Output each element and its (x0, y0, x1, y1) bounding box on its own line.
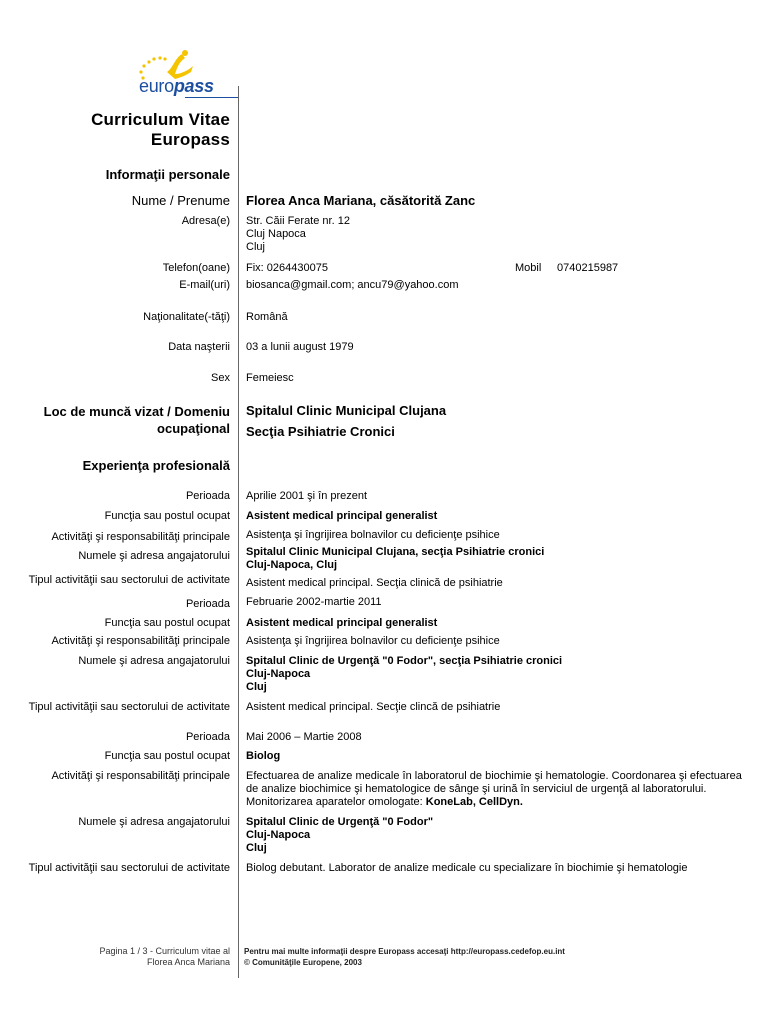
footer-divider (238, 944, 239, 976)
employer-label: Numele şi adresa angajatorului (78, 816, 230, 828)
target-job-value-line2: Secţia Psihiatrie Cronici (246, 424, 395, 439)
europass-wordmark (139, 76, 214, 97)
activities-value: Asistenţa şi îngrijirea bolnavilor cu deficienţe psihice (246, 529, 500, 541)
activities-label: Activităţi şi responsabilităţi principale (51, 635, 230, 647)
sector-value: Asistent medical principal. Secţia clinică de psihiatrie (246, 577, 503, 589)
nationality-label: Naţionalitate(-tăţi) (143, 311, 230, 323)
position-value: Asistent medical principal generalist (246, 617, 438, 629)
employer-value (246, 655, 562, 694)
name-label: Nume / Prenume (131, 193, 230, 208)
footer-copyright: © Comunităţile Europene, 2003 (244, 958, 362, 967)
footer-info-line1: Pentru mai multe informaţii despre Europass accesaţi http://europass.cedefop.eu.int (244, 947, 565, 956)
experience-section-heading: Experienţa profesională (82, 458, 230, 473)
employer-line: Spitalul Clinic Municipal Clujana, secţia Psihiatrie cronici (246, 546, 545, 558)
position-label: Funcţia sau postul ocupat (104, 510, 230, 522)
target-job-label-line2: ocupaţional (157, 421, 230, 436)
europass-logo (127, 48, 237, 104)
name-value: Florea Anca Mariana, căsătorită Zanc (246, 193, 476, 208)
position-value: Biolog (246, 750, 281, 762)
sector-label: Tipul activităţii sau sectorului de activitate (28, 862, 230, 874)
cv-title (91, 110, 230, 150)
employer-line: Cluj (246, 681, 267, 693)
activities-line-text: Monitorizarea aparatelor omologate: (246, 796, 426, 808)
activities-label: Activităţi şi responsabilităţi principale (51, 531, 230, 543)
footer-europass-info (244, 946, 565, 968)
activities-value: Asistenţa şi îngrijirea bolnavilor cu deficienţe psihice (246, 635, 500, 647)
logo-suffix: pass (173, 76, 214, 96)
employer-line: Cluj-Napoca (246, 829, 311, 841)
activities-line (246, 796, 742, 809)
address-value (246, 215, 350, 254)
target-job-label-line1: Loc de muncă vizat / Domeniu (43, 404, 230, 419)
employer-label: Numele şi adresa angajatorului (78, 655, 230, 667)
target-job-value-line1: Spitalul Clinic Municipal Clujana (246, 403, 447, 418)
position-value: Asistent medical principal generalist (246, 510, 438, 522)
activities-value (246, 770, 742, 809)
sector-label: Tipul activităţii sau sectorului de activitate (28, 701, 230, 713)
position-label: Funcţia sau postul ocupat (104, 617, 230, 629)
column-divider (238, 86, 239, 978)
sector-label: Tipul activităţii sau sectorului de activitate (28, 574, 230, 586)
birth-date-value: 03 a lunii august 1979 (246, 341, 354, 353)
logo-underline (185, 97, 238, 98)
email-value: biosanca@gmail.com; ancu79@yahoo.com (246, 279, 459, 291)
period-value: Februarie 2002-martie 2011 (246, 596, 382, 608)
employer-line: Cluj (246, 842, 267, 854)
personal-section-heading: Informaţii personale (105, 167, 230, 182)
phone-value: Fix: 0264430075 (246, 262, 328, 274)
nationality-value: Română (246, 311, 288, 323)
position-label: Funcţia sau postul ocupat (104, 750, 230, 762)
footer-page-info (99, 946, 230, 968)
cv-title-line1: Curriculum Vitae (91, 110, 230, 129)
period-label: Perioada (185, 490, 230, 502)
sector-value: Asistent medical principal. Secţie clincă de psihiatrie (246, 701, 501, 713)
address-label: Adresa(e) (181, 215, 230, 227)
cv-title-line2: Europass (150, 130, 230, 149)
period-value: Mai 2006 – Martie 2008 (246, 731, 362, 743)
email-label: E-mail(uri) (179, 279, 230, 291)
target-job-label (44, 403, 230, 437)
mobile-value: 0740215987 (557, 262, 619, 274)
employer-line: Spitalul Clinic de Urgenţă "0 Fodor", secţia Psihiatrie cronici (246, 655, 563, 667)
employer-label: Numele şi adresa angajatorului (78, 550, 230, 562)
activities-line: Efectuarea de analize medicale în laboratorul de biochimie şi hematologie. Coordonarea şi efectuarea (246, 770, 742, 782)
period-label: Perioada (185, 598, 230, 610)
sex-value: Femeiesc (246, 372, 294, 384)
activities-bold-tail: KoneLab, CellDyn. (425, 796, 523, 808)
footer-page-line1: Pagina 1 / 3 - Curriculum vitae al (99, 946, 230, 956)
activities-label: Activităţi şi responsabilităţi principale (51, 770, 230, 782)
mobile-label: Mobil (515, 262, 542, 274)
logo-prefix: euro (139, 76, 174, 96)
employer-line: Cluj-Napoca, Cluj (246, 559, 338, 571)
period-value: Aprilie 2001 şi în prezent (246, 490, 368, 502)
activities-line: de analize biochimice şi hematologice de sânge şi urină în serviciul de urgenţă al laboratorului. (246, 783, 707, 795)
address-line: Str. Căii Ferate nr. 12 (246, 215, 350, 227)
employer-value (246, 816, 433, 855)
sector-value: Biolog debutant. Laborator de analize medicale cu specializare în biochimie şi hematologie (246, 862, 688, 874)
period-label: Perioada (185, 731, 230, 743)
birth-date-label: Data naşterii (168, 341, 230, 353)
employer-line: Spitalul Clinic de Urgenţă "0 Fodor" (246, 816, 434, 828)
address-line: Cluj Napoca (246, 228, 306, 240)
address-line: Cluj (246, 241, 265, 253)
employer-line: Cluj-Napoca (246, 668, 311, 680)
footer-page-line2: Florea Anca Mariana (146, 957, 230, 967)
employer-value (246, 546, 544, 572)
sex-label: Sex (211, 372, 230, 384)
phone-label: Telefon(oane) (162, 262, 230, 274)
